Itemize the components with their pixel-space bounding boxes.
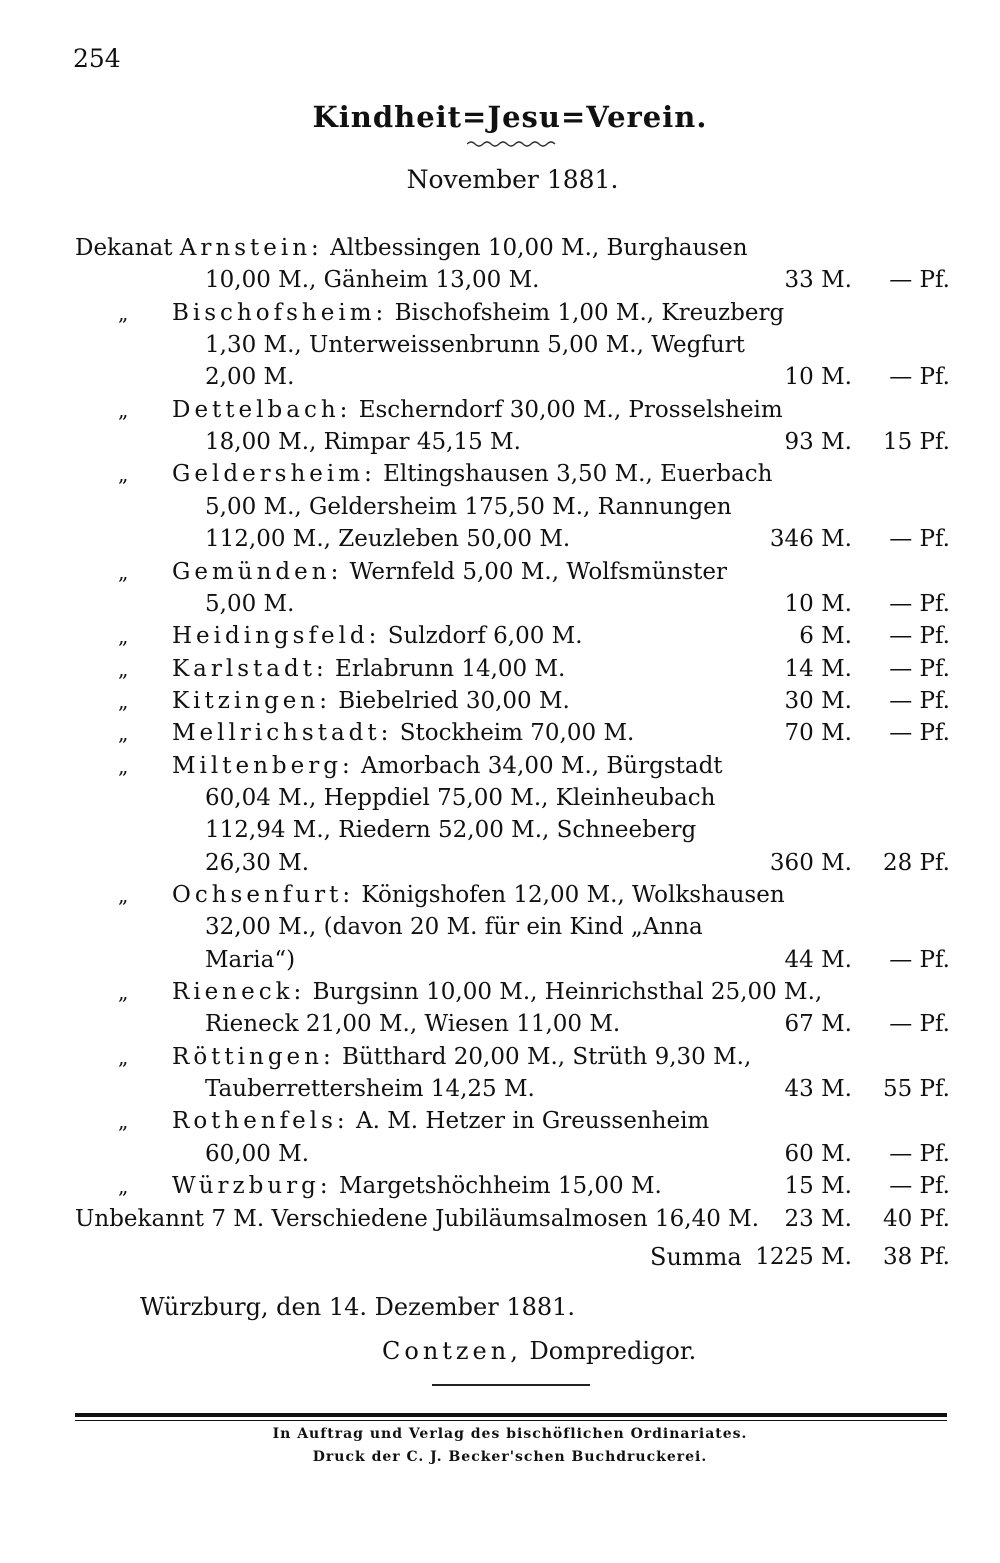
entry-text: 2,00 M.: [205, 364, 295, 391]
deanery-name: Würzburg:: [172, 1173, 332, 1200]
deanery-name: Arnstein:: [179, 235, 323, 261]
entry-amount: [760, 944, 950, 976]
amount-marks: 360 M.: [769, 849, 852, 876]
signature: [382, 1337, 696, 1365]
ditto-mark: „: [118, 1044, 129, 1069]
entry-line: [172, 879, 785, 911]
entry-amount: [760, 1170, 950, 1202]
entry-amount: [760, 588, 950, 620]
entry-amount: [760, 264, 950, 296]
amount-marks: 43 M.: [784, 1076, 852, 1103]
deanery-name: Röttingen:: [172, 1043, 335, 1070]
entry-text: Amorbach 34,00 M., Bürgstadt: [353, 752, 723, 779]
entry-line: [205, 588, 294, 620]
entry-line: [172, 717, 634, 749]
deanery-name: Bischofsheim:: [172, 299, 388, 326]
ditto-mark: „: [118, 300, 129, 325]
amount-marks: 6 M.: [799, 623, 852, 650]
deanery-name: Kitzingen:: [172, 687, 331, 714]
entry-line: [75, 232, 748, 264]
entry-amount: [760, 847, 950, 879]
entry-line: [205, 814, 696, 846]
footer-publisher: In Auftrag und Verlag des bischöflichen Ordinariates.: [272, 1426, 748, 1442]
entry-text: Bütthard 20,00 M., Strüth 9,30 M.,: [334, 1043, 752, 1070]
amount-pfennig: 15 Pf.: [882, 429, 950, 456]
amount-pfennig: — Pf.: [889, 720, 950, 747]
entry-line: [205, 1073, 535, 1105]
entry-text: 112,00 M., Zeuzleben 50,00 M.: [205, 526, 571, 553]
entry-line: [172, 297, 784, 329]
deanery-name: Geldersheim:: [172, 461, 376, 488]
closing-rule: [432, 1384, 590, 1386]
deanery-name: Heidingsfeld:: [172, 623, 381, 650]
entry-line: [172, 750, 723, 782]
entry-line: [205, 911, 703, 943]
entry-line: [172, 620, 583, 652]
ditto-mark: „: [118, 624, 129, 649]
signature-name: Contzen,: [382, 1337, 522, 1365]
entry-text: 5,00 M.: [205, 590, 295, 617]
entry-label: Unbekannt 7 M. Verschiedene Jubiläumsalmosen 16,40 M.: [75, 1205, 760, 1232]
entry-text: Königshofen 12,00 M., Wolkshausen: [354, 882, 785, 908]
amount-pfennig: — Pf.: [889, 1140, 950, 1167]
entry-text: Sulzdorf 6,00 M.: [380, 623, 583, 650]
deanery-name: Ochsenfurt:: [172, 882, 355, 908]
entry-label: Dekanat: [75, 235, 180, 261]
entry-text: Erlabrunn 14,00 M.: [327, 655, 566, 682]
deanery-name: Rothenfels:: [172, 1108, 349, 1135]
entry-amount: [760, 685, 950, 717]
ditto-mark: „: [118, 980, 129, 1005]
ditto-mark: „: [118, 721, 129, 746]
entry-line: [205, 491, 732, 523]
amount-pfennig: — Pf.: [889, 364, 950, 391]
deanery-name: Dettelbach:: [172, 396, 352, 423]
amount-pfennig: — Pf.: [889, 1173, 950, 1200]
deanery-name: Mellrichstadt:: [172, 720, 393, 747]
amount-pfennig: — Pf.: [889, 1011, 950, 1038]
date-line: November 1881.: [406, 165, 619, 194]
entry-text: 10,00 M., Gänheim 13,00 M.: [205, 267, 540, 294]
amount-marks: 93 M.: [784, 429, 852, 456]
entry-line: [205, 264, 539, 296]
entry-line: [172, 653, 565, 685]
amount-pfennig: — Pf.: [889, 267, 950, 294]
entry-text: 26,30 M.: [205, 849, 310, 876]
signature-role: Dompredigor.: [521, 1337, 697, 1365]
amount-marks: 30 M.: [784, 687, 852, 714]
entry-text: Margetshöchheim 15,00 M.: [331, 1173, 662, 1200]
footer-printer: Druck der C. J. Becker'schen Buchdruckerei.: [312, 1449, 708, 1465]
page-title: Kindheit=Jesu=Verein.: [312, 100, 708, 134]
entry-amount: [760, 523, 950, 555]
entry-text: Stockheim 70,00 M.: [392, 720, 635, 747]
ditto-mark: „: [118, 656, 129, 681]
entry-amount: [760, 653, 950, 685]
amount-pfennig: — Pf.: [889, 946, 950, 973]
ditto-mark: „: [118, 1174, 129, 1199]
amount-pfennig: 40 Pf.: [882, 1205, 950, 1232]
ditto-mark: „: [118, 883, 129, 907]
entry-line: [205, 426, 521, 458]
entry-text: 5,00 M., Geldersheim 175,50 M., Rannungen: [205, 493, 732, 520]
footer-rule-thin: [75, 1420, 947, 1421]
ditto-mark: „: [118, 462, 129, 487]
deanery-name: Karlstadt:: [172, 655, 328, 682]
amount-pfennig: — Pf.: [889, 590, 950, 617]
amount-pfennig: 55 Pf.: [882, 1076, 950, 1103]
entry-line: [205, 847, 309, 879]
entry-line: [172, 1041, 751, 1073]
entry-line: [172, 1170, 662, 1202]
entry-text: 1,30 M., Unterweissenbrunn 5,00 M., Wegfurt: [205, 332, 745, 359]
entry-amount: [760, 1138, 950, 1170]
title-ornament: [467, 139, 559, 149]
entry-text: Maria“): [205, 946, 296, 973]
entry-text: 18,00 M., Rimpar 45,15 M.: [205, 429, 521, 456]
entry-text: 32,00 M., (davon 20 M. für ein Kind „Anna: [205, 914, 703, 941]
entry-line: [172, 394, 783, 426]
entry-amount: [760, 620, 950, 652]
entry-line: [205, 523, 570, 555]
entry-amount: [760, 1203, 950, 1235]
deanery-name: Rieneck:: [172, 979, 306, 1006]
ditto-mark: „: [118, 1109, 129, 1134]
entry-amount: [760, 1073, 950, 1105]
entry-text: 60,00 M.: [205, 1140, 310, 1167]
deanery-name: Gemünden:: [172, 558, 343, 585]
entry-text: Altbessingen 10,00 M., Burghausen: [322, 235, 748, 261]
amount-marks: 70 M.: [784, 720, 852, 747]
entry-line: [205, 1008, 620, 1040]
amount-marks: 346 M.: [769, 526, 852, 553]
entry-amount: [760, 426, 950, 458]
deanery-name: Miltenberg:: [172, 752, 354, 779]
total-marks: 1225 M.: [755, 1244, 852, 1270]
amount-pfennig: — Pf.: [889, 687, 950, 714]
amount-pfennig: — Pf.: [889, 655, 950, 682]
page-number: 254: [73, 44, 121, 73]
amount-marks: 44 M.: [784, 946, 852, 973]
entry-text: Wernfeld 5,00 M., Wolfsmünster: [342, 558, 728, 585]
entry-text: Escherndorf 30,00 M., Prosselsheim: [351, 396, 783, 423]
entry-amount: [760, 1008, 950, 1040]
ditto-mark: „: [118, 753, 129, 778]
entry-text: Tauberrettersheim 14,25 M.: [205, 1076, 535, 1103]
entry-text: Biebelried 30,00 M.: [330, 687, 570, 714]
entry-amount: [760, 361, 950, 393]
amount-marks: 10 M.: [784, 590, 852, 617]
entry-line: [205, 782, 715, 814]
amount-pfennig: — Pf.: [889, 623, 950, 650]
total-pfennig: 38 Pf.: [882, 1244, 950, 1270]
amount-pfennig: — Pf.: [889, 526, 950, 553]
entry-line: [172, 976, 822, 1008]
entry-text: Eltingshausen 3,50 M., Euerbach: [375, 461, 773, 488]
ditto-mark: „: [118, 397, 129, 422]
entry-text: 112,94 M., Riedern 52,00 M., Schneeberg: [205, 817, 697, 844]
entry-line: [205, 361, 294, 393]
entry-amount: [760, 717, 950, 749]
entry-text: Burgsinn 10,00 M., Heinrichsthal 25,00 M.,: [305, 979, 823, 1006]
amount-marks: 14 M.: [784, 655, 852, 682]
amount-marks: 23 M.: [784, 1205, 852, 1232]
amount-pfennig: 28 Pf.: [882, 849, 950, 876]
entry-line: [205, 944, 295, 976]
entry-text: A. M. Hetzer in Greussenheim: [348, 1108, 710, 1135]
entry-line: [172, 458, 772, 490]
entry-text: Bischofsheim 1,00 M., Kreuzberg: [387, 299, 785, 326]
total-label: Summa: [650, 1243, 742, 1271]
total-amount: [755, 1241, 950, 1273]
place-date: Würzburg, den 14. Dezember 1881.: [140, 1293, 576, 1321]
entry-line: [75, 1203, 759, 1235]
entry-line: [172, 685, 570, 717]
entry-line: [172, 1105, 709, 1137]
entry-text: 60,04 M., Heppdiel 75,00 M., Kleinheubach: [205, 784, 716, 811]
ditto-mark: „: [118, 688, 129, 713]
amount-marks: 15 M.: [784, 1173, 852, 1200]
entry-text: Rieneck 21,00 M., Wiesen 11,00 M.: [205, 1011, 621, 1038]
footer-rule-thick: [75, 1413, 947, 1417]
amount-marks: 10 M.: [784, 364, 852, 391]
entry-line: [205, 1138, 309, 1170]
amount-marks: 67 M.: [784, 1011, 852, 1038]
amount-marks: 60 M.: [784, 1140, 852, 1167]
entry-line: [172, 556, 727, 588]
amount-marks: 33 M.: [784, 267, 852, 294]
entry-line: [205, 329, 745, 361]
ditto-mark: „: [118, 559, 129, 584]
